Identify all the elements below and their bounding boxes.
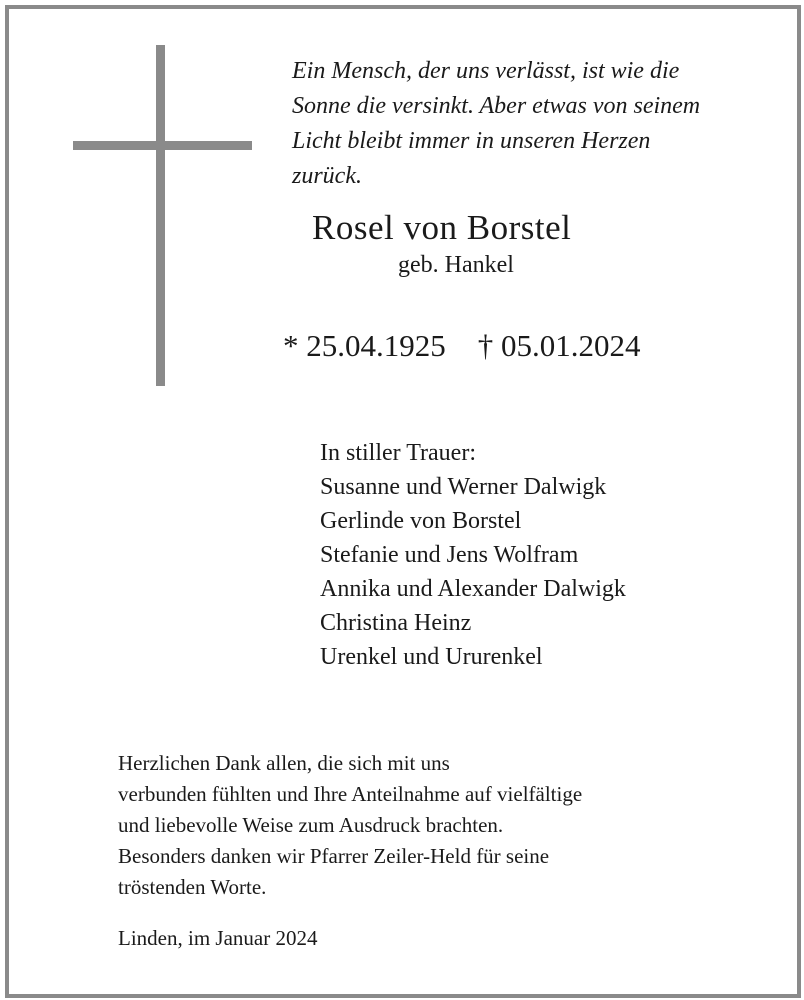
thanks-paragraph (118, 748, 778, 903)
mourner-name: Gerlinde von Borstel (320, 508, 522, 534)
mourner-name: Annika und Alexander Dalwigk (320, 576, 626, 602)
thanks-line: und liebevolle Weise zum Ausdruck brachten. (118, 813, 504, 837)
mourners-heading: In stiller Trauer: (320, 440, 476, 466)
quote-line: Licht bleibt immer in unseren Herzen (292, 128, 651, 154)
thanks-line: verbunden fühlten und Ihre Anteilnahme auf vielfältige (118, 782, 583, 806)
quote-line: Ein Mensch, der uns verlässt, ist wie die (292, 58, 680, 84)
mourners-list (320, 436, 626, 674)
memorial-quote (292, 54, 772, 194)
deceased-name: Rosel von Borstel (312, 208, 572, 247)
thanks-line: Besonders danken wir Pfarrer Zeiler-Held für seine (118, 844, 550, 868)
cross-vertical-bar (156, 45, 165, 386)
death-date: † 05.01.2024 (477, 328, 641, 363)
quote-line: zurück. (292, 163, 362, 189)
mourner-name: Christina Heinz (320, 610, 472, 636)
place-and-date: Linden, im Januar 2024 (118, 926, 318, 950)
maiden-name: geb. Hankel (398, 252, 514, 278)
mourner-name: Stefanie und Jens Wolfram (320, 542, 579, 568)
thanks-line: Herzlichen Dank allen, die sich mit uns (118, 751, 450, 775)
quote-line: Sonne die versinkt. Aber etwas von seinem (292, 93, 701, 119)
thanks-line: tröstenden Worte. (118, 875, 267, 899)
mourner-name: Urenkel und Ururenkel (320, 644, 543, 670)
life-dates (283, 328, 641, 364)
cross-horizontal-bar (73, 141, 252, 150)
mourner-name: Susanne und Werner Dalwigk (320, 474, 607, 500)
birth-date: * 25.04.1925 (283, 328, 446, 363)
